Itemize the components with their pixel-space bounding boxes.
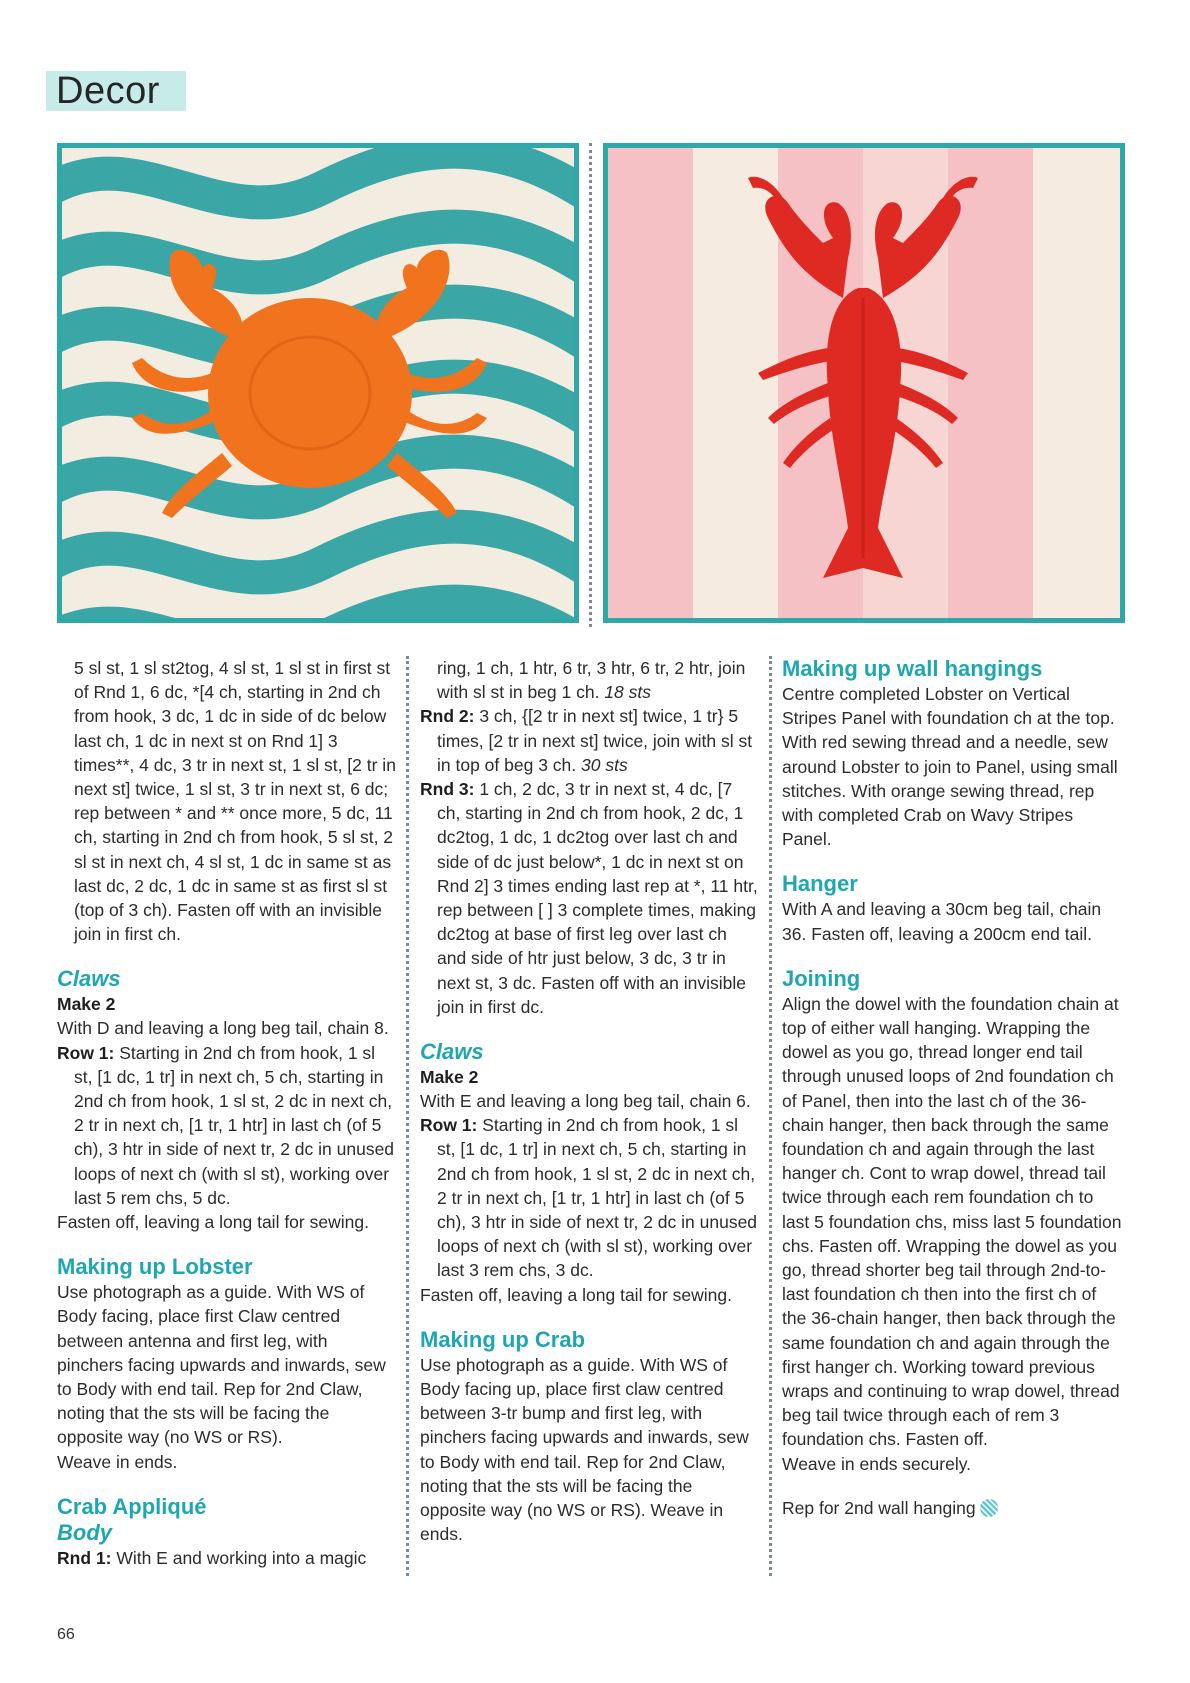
text-column-2 — [420, 656, 760, 1547]
column-divider — [406, 656, 409, 1576]
row-label: Row 1: — [420, 1115, 478, 1136]
crab-body-continued: 5 sl st, 1 sl st2tog, 4 sl st, 1 sl st in first st of Rnd 1, 6 dc, *[4 ch, starting in 2nd ch from hook, 3 dc, 1 dc in side of dc below last ch, 1 dc in next st on Rnd 1] 3 times**, 4 dc, 3 tr in next st, 1 sl st, [2 tr in next st] twice, 1 sl st, 3 tr in next st, 6 dc; rep between * and ** once more, 5 dc, 11 ch, starting in 2nd ch from hook, 5 sl st, 2 sl st in next ch, 4 sl st, 1 dc in same st as last dc, 2 dc, 1 dc in same st as first sl st (top of 3 ch). Fasten off with an invisible join in first ch. — [74, 658, 396, 945]
crab-rnd1 — [57, 1546, 397, 1570]
section-tag: Decor — [46, 71, 186, 111]
claws-intro: With E and leaving a long beg tail, chain 6. — [420, 1091, 751, 1112]
stitch-count: 30 sts — [581, 754, 628, 775]
claws-row1 — [57, 1041, 397, 1210]
crab-rnd3 — [420, 777, 760, 1019]
stitch-count: 18 sts — [604, 682, 652, 703]
photo-divider — [589, 143, 592, 627]
rnd-label: Rnd 3: — [420, 779, 475, 800]
rep-note — [782, 1496, 1122, 1520]
claws-intro: With D and leaving a long beg tail, chain 8. — [57, 1018, 389, 1039]
crab-rnd2 — [420, 704, 760, 777]
claws-heading: Claws — [57, 966, 121, 992]
row-label: Row 1: — [57, 1042, 115, 1063]
making-up-lobster-text: Use photograph as a guide. With WS of Body facing, place first Claw centred between antenna and first leg, with pinchers facing upwards and inwards, sew to Body with end tail. Rep for 2nd Claw, noting that the sts will be facing the opposite way (no WS or RS). — [57, 1282, 386, 1448]
crab-rnd1-continued — [420, 656, 760, 704]
making-up-wall-hangings-text: Centre completed Lobster on Vertical Stripes Panel with foundation ch at the top. With red sewing thread and a needle, sew around Lobster to join to Panel, using small stitches. With orange sewing thread, rep with completed Crab on Wavy Stripes Panel. — [782, 684, 1118, 850]
making-up-wall-hangings-heading: Making up wall hangings — [782, 656, 1043, 681]
rnd-label: Rnd 1: — [57, 1547, 112, 1568]
rnd-text: 3 ch, {[2 tr in next st] twice, 1 tr} 5 times, [2 tr in next st] twice, join with sl st in top of beg 3 ch. — [437, 706, 753, 775]
joining-text: Align the dowel with the foundation chain at top of either wall hanging. Wrapping the dowel as you go, thread longer end tail through unused loops of 2nd foundation ch of Panel, then into the last ch of the 36-chain hanger, then back through the same foundation ch and again through the last hanger ch. Cont to wrap dowel, thread tail twice through each rem foundation ch to last 5 foundation chs, miss last 5 foundation chs. Fasten off. Wrapping the dowel as you go, thread shorter beg tail through 2nd-to-last foundation ch then into the first ch of the 36-chain hanger, then back through the same foundation ch and again through the first hanger ch. Working toward previous wraps and continuing to wrap dowel, thread beg tail twice through each of rem 3 foundation chs. Fasten off. — [782, 993, 1122, 1450]
making-up-crab-heading: Making up Crab — [420, 1326, 586, 1352]
hanger-text: With A and leaving a 30cm beg tail, chain 36. Fasten off, leaving a 200cm end tail. — [782, 899, 1102, 944]
weave-in-ends: Weave in ends. — [57, 1451, 178, 1472]
row-text: Starting in 2nd ch from hook, 1 sl st, [1 dc, 1 tr] in next ch, 5 ch, starting in 2nd ch from hook, 1 sl st, 2 dc in next ch, 2 tr in next ch, [1 tr, 1 htr] in last ch (of 5 ch), 3 htr in side of next tr, 2 dc in unused loops of next ch (with sl st), working over last 3 rem chs, 3 dc. — [437, 1115, 758, 1281]
claws-end: Fasten off, leaving a long tail for sewing. — [420, 1284, 732, 1305]
claws-make: Make 2 — [57, 994, 116, 1015]
rnd-text: ring, 1 ch, 1 htr, 6 tr, 3 htr, 6 tr, 2 htr, join with sl st in beg 1 ch. — [437, 658, 746, 703]
making-up-lobster-heading: Making up Lobster — [57, 1254, 253, 1280]
rnd-text: With E and working into a magic — [111, 1547, 367, 1568]
yarn-ball-icon — [980, 1499, 998, 1517]
text-column-1 — [57, 656, 397, 1570]
text-column-3 — [782, 656, 1122, 1520]
joining-heading: Joining — [782, 965, 861, 991]
claws-make: Make 2 — [420, 1067, 479, 1088]
rep-text: Rep for 2nd wall hanging — [782, 1497, 976, 1518]
body-heading: Body — [57, 1519, 112, 1545]
lobster-photo — [603, 143, 1125, 623]
crab-applique-heading: Crab Appliqué — [57, 1493, 207, 1519]
crab-photo — [57, 143, 579, 623]
rnd-text: 1 ch, 2 dc, 3 tr in next st, 4 dc, [7 ch, starting in 2nd ch from hook, 2 dc, 1 dc2tog, 1 dc, 1 dc2tog over last ch and side of dc just below*, 1 dc in next st on Rnd 2] 3 times ending last rep at *, 11 htr, rep between [ ] 3 complete times, making dc2tog at base of first leg over last ch and side of htr just below, 3 dc, 3 tr in next st, 3 dc. Fasten off with an invisible join in first dc. — [437, 779, 758, 1017]
hanger-heading: Hanger — [782, 871, 858, 897]
column-divider — [769, 656, 772, 1576]
claws-end: Fasten off, leaving a long tail for sewing. — [57, 1212, 369, 1233]
lobster-illustration — [608, 148, 1120, 618]
claws-row1 — [420, 1113, 760, 1282]
rnd-label: Rnd 2: — [420, 706, 475, 727]
row-text: Starting in 2nd ch from hook, 1 sl st, [1 dc, 1 tr] in next ch, 5 ch, starting in 2nd ch from hook, 1 sl st, 2 dc in next ch, 2 tr in next ch, [1 tr, 1 htr] in last ch (of 5 ch), 3 htr in side of next tr, 2 dc in unused loops of next ch (with sl st), working over last 5 rem chs, 5 dc. — [74, 1042, 395, 1208]
making-up-crab-text: Use photograph as a guide. With WS of Body facing up, place first claw centred between 3-tr bump and first leg, with pinchers facing upwards and inwards, sew to Body with end tail. Rep for 2nd Claw, noting that the sts will be facing the opposite way (no WS or RS). Weave in ends. — [420, 1354, 749, 1545]
crab-illustration — [62, 148, 574, 618]
page-number: 66 — [57, 1626, 75, 1643]
weave-in-ends-securely: Weave in ends securely. — [782, 1453, 972, 1474]
claws-heading: Claws — [420, 1039, 484, 1065]
